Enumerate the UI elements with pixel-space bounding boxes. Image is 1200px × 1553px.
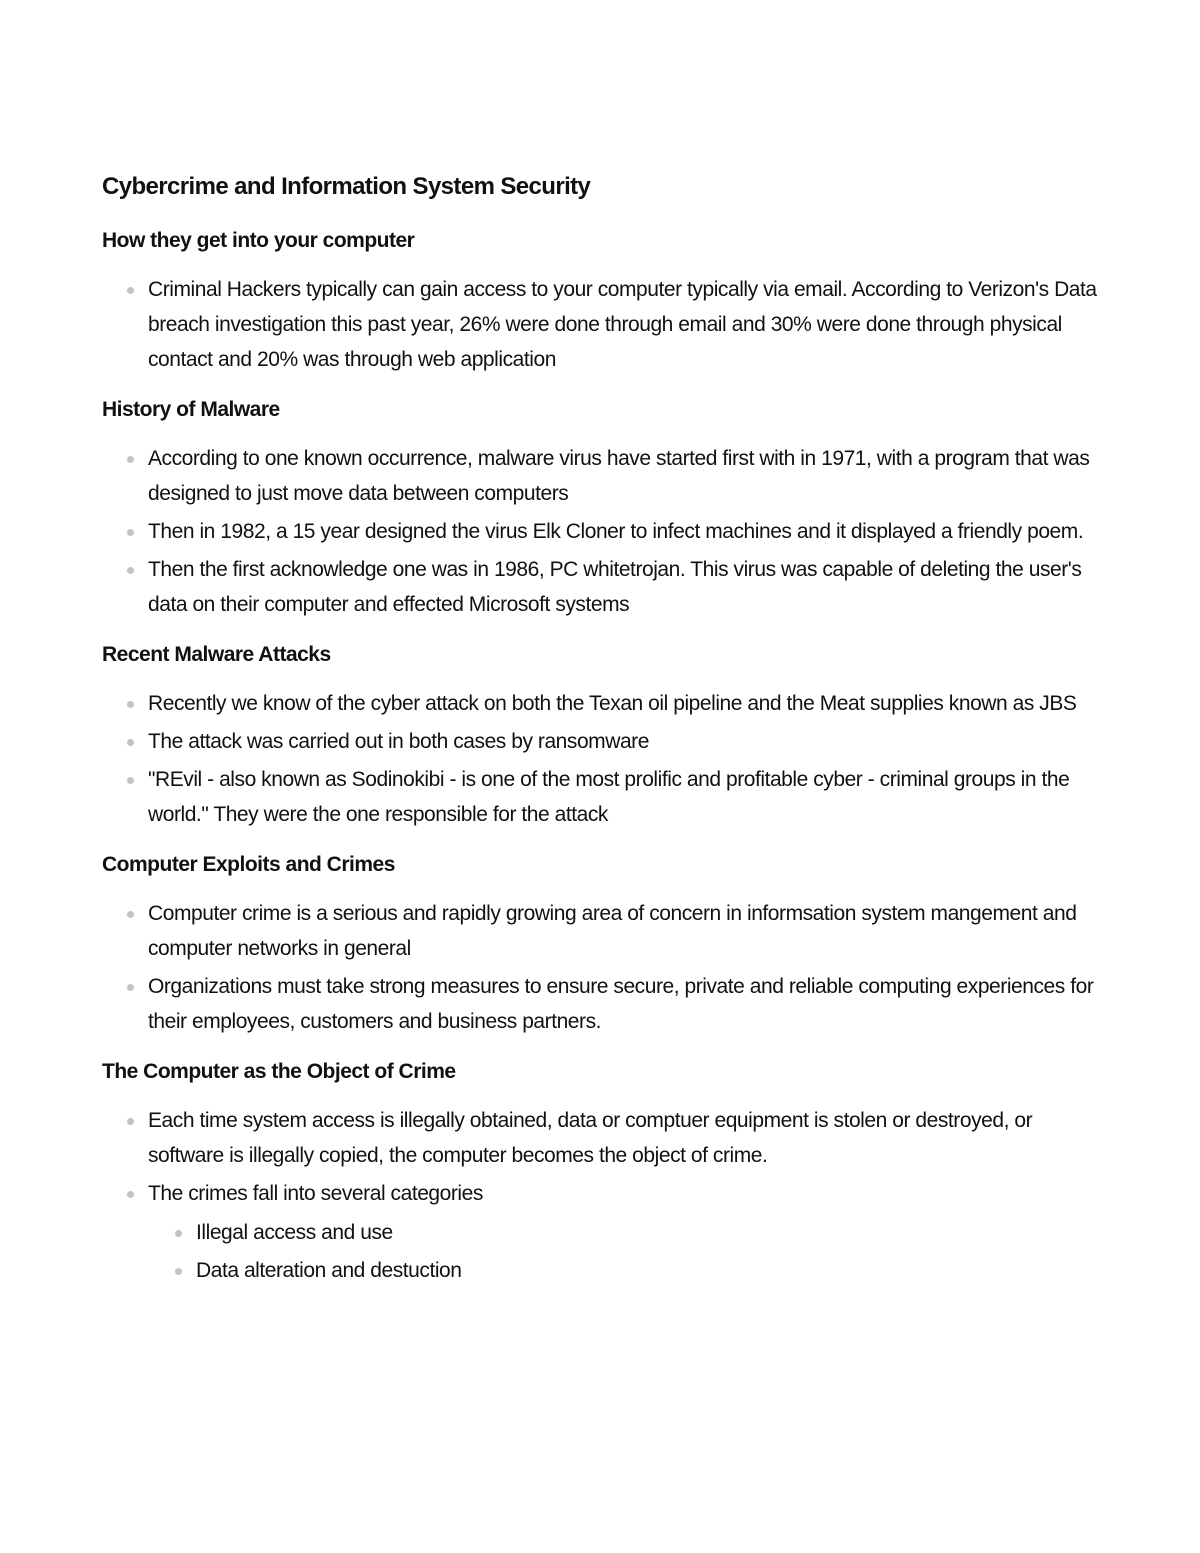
bullet-item: "REvil - also known as Sodinokibi - is one of the most prolific and profitable cyber - criminal groups in the world." They were the one responsible for the attack bbox=[148, 762, 1102, 832]
sub-bullet-item: Illegal access and use bbox=[196, 1215, 1102, 1250]
section-heading: How they get into your computer bbox=[102, 229, 415, 252]
bullet-item: Criminal Hackers typically can gain access to your computer typically via email. According to Verizon's Data breach investigation this past year, 26% were done through email and 30% were done through physical contact and 20% was through web application bbox=[148, 272, 1102, 377]
bullet-list bbox=[102, 441, 1102, 622]
section-heading: History of Malware bbox=[102, 398, 280, 421]
bullet-item: Each time system access is illegally obtained, data or comptuer equipment is stolen or destroyed, or software is illegally copied, the computer becomes the object of crime. bbox=[148, 1103, 1102, 1173]
bullet-item: Then in 1982, a 15 year designed the virus Elk Cloner to infect machines and it displayed a friendly poem. bbox=[148, 514, 1102, 549]
section-recent-malware-attacks bbox=[102, 640, 1102, 832]
bullet-item: According to one known occurrence, malware virus have started first with in 1971, with a program that was designed to just move data between computers bbox=[148, 441, 1102, 511]
section-heading: The Computer as the Object of Crime bbox=[102, 1060, 456, 1083]
section-computer-exploits bbox=[102, 850, 1102, 1039]
bullet-list bbox=[102, 272, 1102, 377]
sub-bullet-item: Data alteration and destuction bbox=[196, 1253, 1102, 1288]
bullet-text: The crimes fall into several categories bbox=[148, 1182, 483, 1205]
section-how-they-get-in bbox=[102, 226, 1102, 377]
bullet-item: The attack was carried out in both cases by ransomware bbox=[148, 724, 1102, 759]
bullet-list bbox=[102, 686, 1102, 832]
document-title: Cybercrime and Information System Security bbox=[102, 173, 591, 200]
section-history-of-malware bbox=[102, 395, 1102, 622]
bullet-list bbox=[102, 1103, 1102, 1288]
bullet-item-with-sublist bbox=[148, 1176, 1102, 1288]
section-heading: Computer Exploits and Crimes bbox=[102, 853, 395, 876]
bullet-item: Recently we know of the cyber attack on both the Texan oil pipeline and the Meat supplies known as JBS bbox=[148, 686, 1102, 721]
bullet-item: Organizations must take strong measures to ensure secure, private and reliable computing experiences for their employees, customers and business partners. bbox=[148, 969, 1102, 1039]
section-heading: Recent Malware Attacks bbox=[102, 643, 331, 666]
bullet-item: Computer crime is a serious and rapidly growing area of concern in informsation system mangement and computer networks in general bbox=[148, 896, 1102, 966]
sub-bullet-list bbox=[148, 1215, 1102, 1288]
section-computer-object-of-crime bbox=[102, 1057, 1102, 1288]
bullet-list bbox=[102, 896, 1102, 1039]
bullet-item: Then the first acknowledge one was in 1986, PC whitetrojan. This virus was capable of deleting the user's data on their computer and effected Microsoft systems bbox=[148, 552, 1102, 622]
document-page bbox=[102, 170, 1102, 1306]
